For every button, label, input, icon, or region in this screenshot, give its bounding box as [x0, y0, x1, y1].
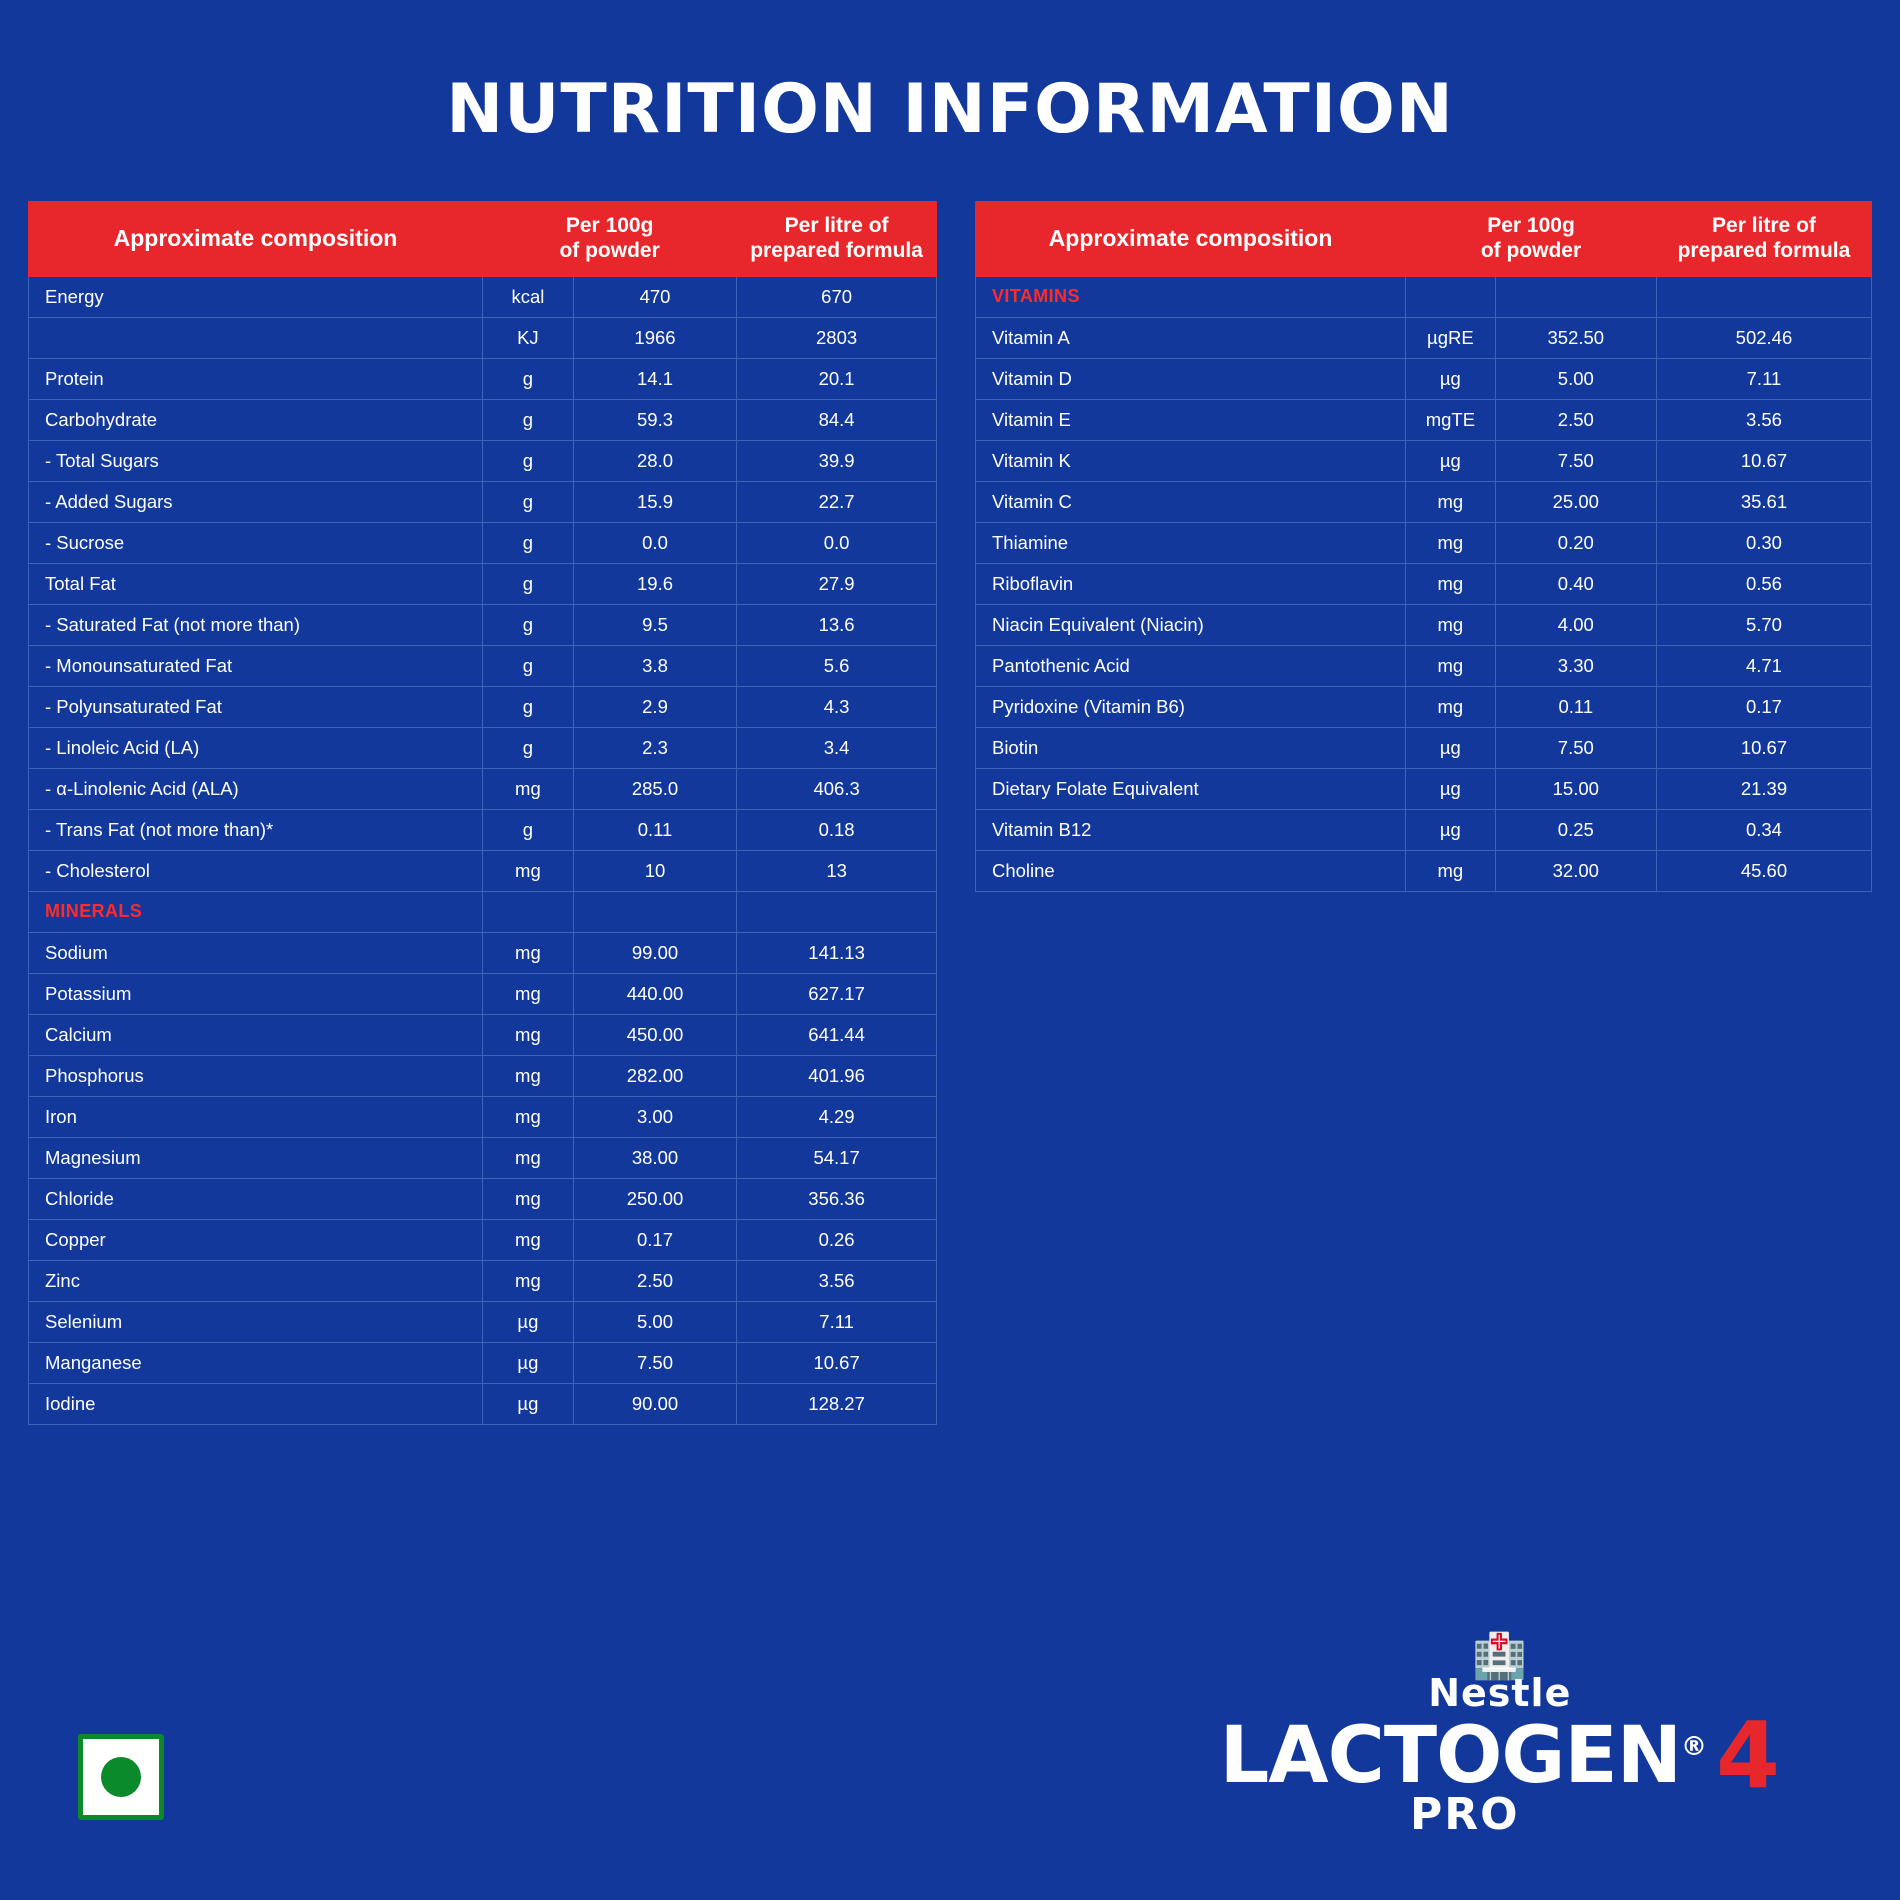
table-row — [975, 686, 1871, 727]
section-label: VITAMINS — [975, 276, 1405, 317]
nutrient-name: Potassium — [29, 973, 483, 1014]
nutrient-name: Chloride — [29, 1178, 483, 1219]
header-per-litre-line2: prepared formula — [1677, 238, 1851, 262]
nutrient-name: - Polyunsaturated Fat — [29, 686, 483, 727]
table-row — [29, 1137, 937, 1178]
value-per-100g: 4.00 — [1495, 604, 1656, 645]
value-per-100g: 5.00 — [1495, 358, 1656, 399]
value-per-100g — [1495, 276, 1656, 317]
value-per-litre: 5.70 — [1656, 604, 1871, 645]
table-row — [29, 563, 937, 604]
lactogen-text: LACTOGEN — [1219, 1710, 1681, 1801]
nutrient-unit: mg — [483, 1096, 574, 1137]
value-per-litre: 0.17 — [1656, 686, 1871, 727]
table-row — [975, 645, 1871, 686]
value-per-litre: 641.44 — [737, 1014, 937, 1055]
value-per-100g: 19.6 — [573, 563, 736, 604]
nutrient-name: Manganese — [29, 1342, 483, 1383]
value-per-100g: 0.25 — [1495, 809, 1656, 850]
header-per-100g-line1: Per 100g — [1487, 214, 1575, 237]
value-per-litre: 4.71 — [1656, 645, 1871, 686]
nutrient-name: Energy — [29, 276, 483, 317]
table-row — [29, 850, 937, 891]
nutrient-unit: mg — [483, 1014, 574, 1055]
nutrient-name: Selenium — [29, 1301, 483, 1342]
table-row — [975, 522, 1871, 563]
value-per-litre: 4.3 — [737, 686, 937, 727]
value-per-100g: 3.8 — [573, 645, 736, 686]
table-row — [975, 768, 1871, 809]
nutrient-unit: g — [483, 686, 574, 727]
value-per-litre: 10.67 — [737, 1342, 937, 1383]
value-per-litre: 0.18 — [737, 809, 937, 850]
value-per-100g: 0.11 — [1495, 686, 1656, 727]
value-per-litre: 7.11 — [737, 1301, 937, 1342]
table-row — [29, 686, 937, 727]
nutrient-unit: kcal — [483, 276, 574, 317]
header-per-litre — [737, 202, 937, 277]
composition-table-left — [28, 201, 937, 1425]
nutrient-unit: mg — [1406, 522, 1496, 563]
value-per-100g: 7.50 — [1495, 440, 1656, 481]
value-per-litre: 0.30 — [1656, 522, 1871, 563]
value-per-100g: 282.00 — [573, 1055, 736, 1096]
nutrient-name: Niacin Equivalent (Niacin) — [975, 604, 1405, 645]
value-per-litre: 13 — [737, 850, 937, 891]
value-per-100g: 285.0 — [573, 768, 736, 809]
nutrient-unit: g — [483, 563, 574, 604]
vegetarian-mark-icon — [78, 1734, 164, 1820]
value-per-litre: 401.96 — [737, 1055, 937, 1096]
value-per-litre: 35.61 — [1656, 481, 1871, 522]
nestle-bird-icon: 🏥 — [1472, 1631, 1528, 1681]
section-label: MINERALS — [29, 891, 483, 932]
table-row — [975, 276, 1871, 317]
nutrient-name: - Sucrose — [29, 522, 483, 563]
nutrient-name: - Monounsaturated Fat — [29, 645, 483, 686]
value-per-100g: 15.9 — [573, 481, 736, 522]
table-row — [29, 727, 937, 768]
table-row — [29, 276, 937, 317]
value-per-litre: 54.17 — [737, 1137, 937, 1178]
table-row — [29, 932, 937, 973]
value-per-litre: 21.39 — [1656, 768, 1871, 809]
value-per-100g: 3.00 — [573, 1096, 736, 1137]
header-per-100g-line1: Per 100g — [565, 214, 654, 237]
nutrient-unit — [483, 891, 574, 932]
table-row — [29, 604, 937, 645]
nutrient-unit: µg — [1406, 809, 1496, 850]
lactogen-wordmark — [1219, 1710, 1706, 1801]
table-row — [29, 1342, 937, 1383]
left-table-wrapper — [28, 201, 937, 1425]
nutrient-unit: g — [483, 645, 574, 686]
value-per-100g: 7.50 — [1495, 727, 1656, 768]
value-per-100g: 250.00 — [573, 1178, 736, 1219]
value-per-100g — [573, 891, 736, 932]
value-per-litre — [1656, 276, 1871, 317]
header-composition: Approximate composition — [29, 202, 483, 277]
nutrient-unit: µg — [1406, 358, 1496, 399]
nutrient-name: Biotin — [975, 727, 1405, 768]
value-per-litre: 4.29 — [737, 1096, 937, 1137]
header-per-litre-line1: Per litre of — [784, 214, 889, 237]
table-row — [975, 440, 1871, 481]
table-row — [29, 1055, 937, 1096]
nutrient-unit: µg — [483, 1383, 574, 1424]
page-title: NUTRITION INFORMATION — [446, 70, 1454, 149]
header-per-litre-line1: Per litre of — [1712, 214, 1816, 237]
nutrient-unit: mg — [483, 973, 574, 1014]
nutrient-unit: g — [483, 727, 574, 768]
nutrient-name: Pantothenic Acid — [975, 645, 1405, 686]
value-per-100g: 450.00 — [573, 1014, 736, 1055]
value-per-litre: 84.4 — [737, 399, 937, 440]
value-per-litre: 406.3 — [737, 768, 937, 809]
header-composition: Approximate composition — [975, 202, 1405, 277]
table-row — [29, 522, 937, 563]
value-per-100g: 32.00 — [1495, 850, 1656, 891]
value-per-litre: 627.17 — [737, 973, 937, 1014]
nutrient-name: Calcium — [29, 1014, 483, 1055]
value-per-100g: 470 — [573, 276, 736, 317]
value-per-litre: 13.6 — [737, 604, 937, 645]
header-per-100g — [1406, 202, 1657, 277]
nutrient-unit: mg — [483, 768, 574, 809]
composition-table-right — [975, 201, 1872, 892]
table-row — [29, 399, 937, 440]
nutrient-unit: mg — [1406, 604, 1496, 645]
nutrient-name: - Linoleic Acid (LA) — [29, 727, 483, 768]
table-row — [29, 768, 937, 809]
header-per-100g-line2: of powder — [1480, 238, 1582, 262]
nutrient-name — [29, 317, 483, 358]
value-per-100g: 0.11 — [573, 809, 736, 850]
value-per-100g: 2.9 — [573, 686, 736, 727]
nutrient-name: - Added Sugars — [29, 481, 483, 522]
table-row — [29, 1178, 937, 1219]
value-per-100g: 2.50 — [1495, 399, 1656, 440]
nutrient-name: - Total Sugars — [29, 440, 483, 481]
value-per-100g: 99.00 — [573, 932, 736, 973]
value-per-litre — [737, 891, 937, 932]
nutrient-unit: µg — [483, 1301, 574, 1342]
nutrient-name: - α-Linolenic Acid (ALA) — [29, 768, 483, 809]
table-row — [975, 481, 1871, 522]
table-row — [975, 850, 1871, 891]
nutrient-unit: mg — [483, 1055, 574, 1096]
table-row — [29, 1014, 937, 1055]
value-per-litre: 7.11 — [1656, 358, 1871, 399]
nutrient-unit — [1406, 276, 1496, 317]
vegetarian-dot — [101, 1757, 141, 1797]
table-row — [975, 563, 1871, 604]
nutrient-unit: g — [483, 809, 574, 850]
nutrient-unit: mg — [1406, 481, 1496, 522]
nutrient-unit: mg — [483, 1260, 574, 1301]
value-per-100g: 3.30 — [1495, 645, 1656, 686]
table-row — [975, 317, 1871, 358]
table-row — [29, 809, 937, 850]
nutrient-name: Vitamin B12 — [975, 809, 1405, 850]
value-per-litre: 670 — [737, 276, 937, 317]
header-per-100g-line2: of powder — [559, 238, 660, 262]
nutrient-unit: KJ — [483, 317, 574, 358]
nutrient-unit: g — [483, 522, 574, 563]
value-per-100g: 59.3 — [573, 399, 736, 440]
value-per-litre: 10.67 — [1656, 727, 1871, 768]
nutrient-unit: g — [483, 481, 574, 522]
nutrient-unit: µg — [1406, 768, 1496, 809]
nutrient-unit: g — [483, 399, 574, 440]
value-per-litre: 27.9 — [737, 563, 937, 604]
value-per-litre: 3.56 — [1656, 399, 1871, 440]
nutrient-unit: mg — [483, 850, 574, 891]
value-per-litre: 356.36 — [737, 1178, 937, 1219]
value-per-litre: 3.56 — [737, 1260, 937, 1301]
nutrient-name: Magnesium — [29, 1137, 483, 1178]
table-row — [29, 317, 937, 358]
nutrient-name: Iodine — [29, 1383, 483, 1424]
nutrient-name: Phosphorus — [29, 1055, 483, 1096]
header-per-litre — [1656, 202, 1871, 277]
nutrient-name: - Saturated Fat (not more than) — [29, 604, 483, 645]
table-row — [29, 1260, 937, 1301]
table-row — [29, 1301, 937, 1342]
value-per-litre: 45.60 — [1656, 850, 1871, 891]
nutrient-name: Iron — [29, 1096, 483, 1137]
nutrient-unit: mg — [483, 1219, 574, 1260]
nutrient-name: Dietary Folate Equivalent — [975, 768, 1405, 809]
table-row — [29, 1383, 937, 1424]
value-per-100g: 352.50 — [1495, 317, 1656, 358]
nutrient-name: Carbohydrate — [29, 399, 483, 440]
value-per-litre: 2803 — [737, 317, 937, 358]
value-per-litre: 5.6 — [737, 645, 937, 686]
nutrient-unit: mg — [1406, 563, 1496, 604]
value-per-litre: 0.56 — [1656, 563, 1871, 604]
table-row — [975, 399, 1871, 440]
nutrient-unit: g — [483, 440, 574, 481]
value-per-litre: 0.34 — [1656, 809, 1871, 850]
value-per-100g: 0.0 — [573, 522, 736, 563]
table-row — [975, 604, 1871, 645]
nutrient-name: Copper — [29, 1219, 483, 1260]
value-per-100g: 15.00 — [1495, 768, 1656, 809]
nutrient-name: Protein — [29, 358, 483, 399]
value-per-100g: 5.00 — [573, 1301, 736, 1342]
value-per-100g: 7.50 — [573, 1342, 736, 1383]
nutrient-unit: mg — [1406, 645, 1496, 686]
table-row — [29, 1096, 937, 1137]
right-table-wrapper — [975, 201, 1872, 892]
value-per-litre: 39.9 — [737, 440, 937, 481]
brand-block — [1219, 1631, 1780, 1840]
nutrient-name: - Trans Fat (not more than)* — [29, 809, 483, 850]
nutrient-name: Sodium — [29, 932, 483, 973]
value-per-100g: 1966 — [573, 317, 736, 358]
value-per-litre: 22.7 — [737, 481, 937, 522]
value-per-100g: 2.50 — [573, 1260, 736, 1301]
value-per-100g: 25.00 — [1495, 481, 1656, 522]
table-row — [29, 481, 937, 522]
nutrient-unit: g — [483, 358, 574, 399]
value-per-100g: 10 — [573, 850, 736, 891]
nutrient-unit: mg — [1406, 686, 1496, 727]
nutrient-name: Choline — [975, 850, 1405, 891]
value-per-100g: 14.1 — [573, 358, 736, 399]
value-per-100g: 0.17 — [573, 1219, 736, 1260]
table-row — [29, 891, 937, 932]
value-per-litre: 502.46 — [1656, 317, 1871, 358]
value-per-100g: 0.20 — [1495, 522, 1656, 563]
nutrient-unit: mg — [483, 1178, 574, 1219]
registered-mark: ® — [1680, 1731, 1706, 1762]
nutrient-unit: mg — [1406, 850, 1496, 891]
value-per-litre: 0.0 — [737, 522, 937, 563]
value-per-100g: 38.00 — [573, 1137, 736, 1178]
table-header-row — [29, 202, 937, 277]
nutrient-name: Vitamin D — [975, 358, 1405, 399]
lactogen-row — [1219, 1701, 1780, 1809]
nutrient-name: Vitamin E — [975, 399, 1405, 440]
header-per-100g — [483, 202, 737, 277]
value-per-100g: 2.3 — [573, 727, 736, 768]
pro-label: PRO — [1410, 1789, 1520, 1840]
nutrient-name: Vitamin K — [975, 440, 1405, 481]
value-per-litre: 141.13 — [737, 932, 937, 973]
table-row — [975, 358, 1871, 399]
nutrient-unit: µgRE — [1406, 317, 1496, 358]
nutrient-unit: µg — [1406, 727, 1496, 768]
nutrient-name: Thiamine — [975, 522, 1405, 563]
left-table-body — [29, 276, 937, 1424]
nutrient-name: Vitamin C — [975, 481, 1405, 522]
value-per-100g: 28.0 — [573, 440, 736, 481]
nutrient-unit: µg — [483, 1342, 574, 1383]
nutrient-name: Zinc — [29, 1260, 483, 1301]
header-per-litre-line2: prepared formula — [750, 238, 923, 262]
value-per-100g: 0.40 — [1495, 563, 1656, 604]
value-per-100g: 440.00 — [573, 973, 736, 1014]
value-per-100g: 90.00 — [573, 1383, 736, 1424]
nutrient-name: Total Fat — [29, 563, 483, 604]
table-row — [29, 973, 937, 1014]
nutrient-unit: µg — [1406, 440, 1496, 481]
nutrient-unit: mg — [483, 932, 574, 973]
tables-container — [0, 149, 1900, 1425]
nutrient-name: - Cholesterol — [29, 850, 483, 891]
value-per-litre: 3.4 — [737, 727, 937, 768]
value-per-litre: 20.1 — [737, 358, 937, 399]
table-row — [29, 645, 937, 686]
nutrient-unit: g — [483, 604, 574, 645]
value-per-litre: 0.26 — [737, 1219, 937, 1260]
nutrient-name: Pyridoxine (Vitamin B6) — [975, 686, 1405, 727]
product-number: 4 — [1715, 1701, 1780, 1809]
table-row — [29, 1219, 937, 1260]
table-header-row — [975, 202, 1871, 277]
value-per-100g: 9.5 — [573, 604, 736, 645]
value-per-litre: 128.27 — [737, 1383, 937, 1424]
table-row — [975, 809, 1871, 850]
table-row — [29, 440, 937, 481]
right-table-body — [975, 276, 1871, 891]
table-row — [975, 727, 1871, 768]
table-row — [29, 358, 937, 399]
nutrient-name: Vitamin A — [975, 317, 1405, 358]
nestle-wordmark: Nestle — [1428, 1670, 1572, 1715]
nutrient-unit: mgTE — [1406, 399, 1496, 440]
nutrient-unit: mg — [483, 1137, 574, 1178]
value-per-litre: 10.67 — [1656, 440, 1871, 481]
nutrient-name: Riboflavin — [975, 563, 1405, 604]
